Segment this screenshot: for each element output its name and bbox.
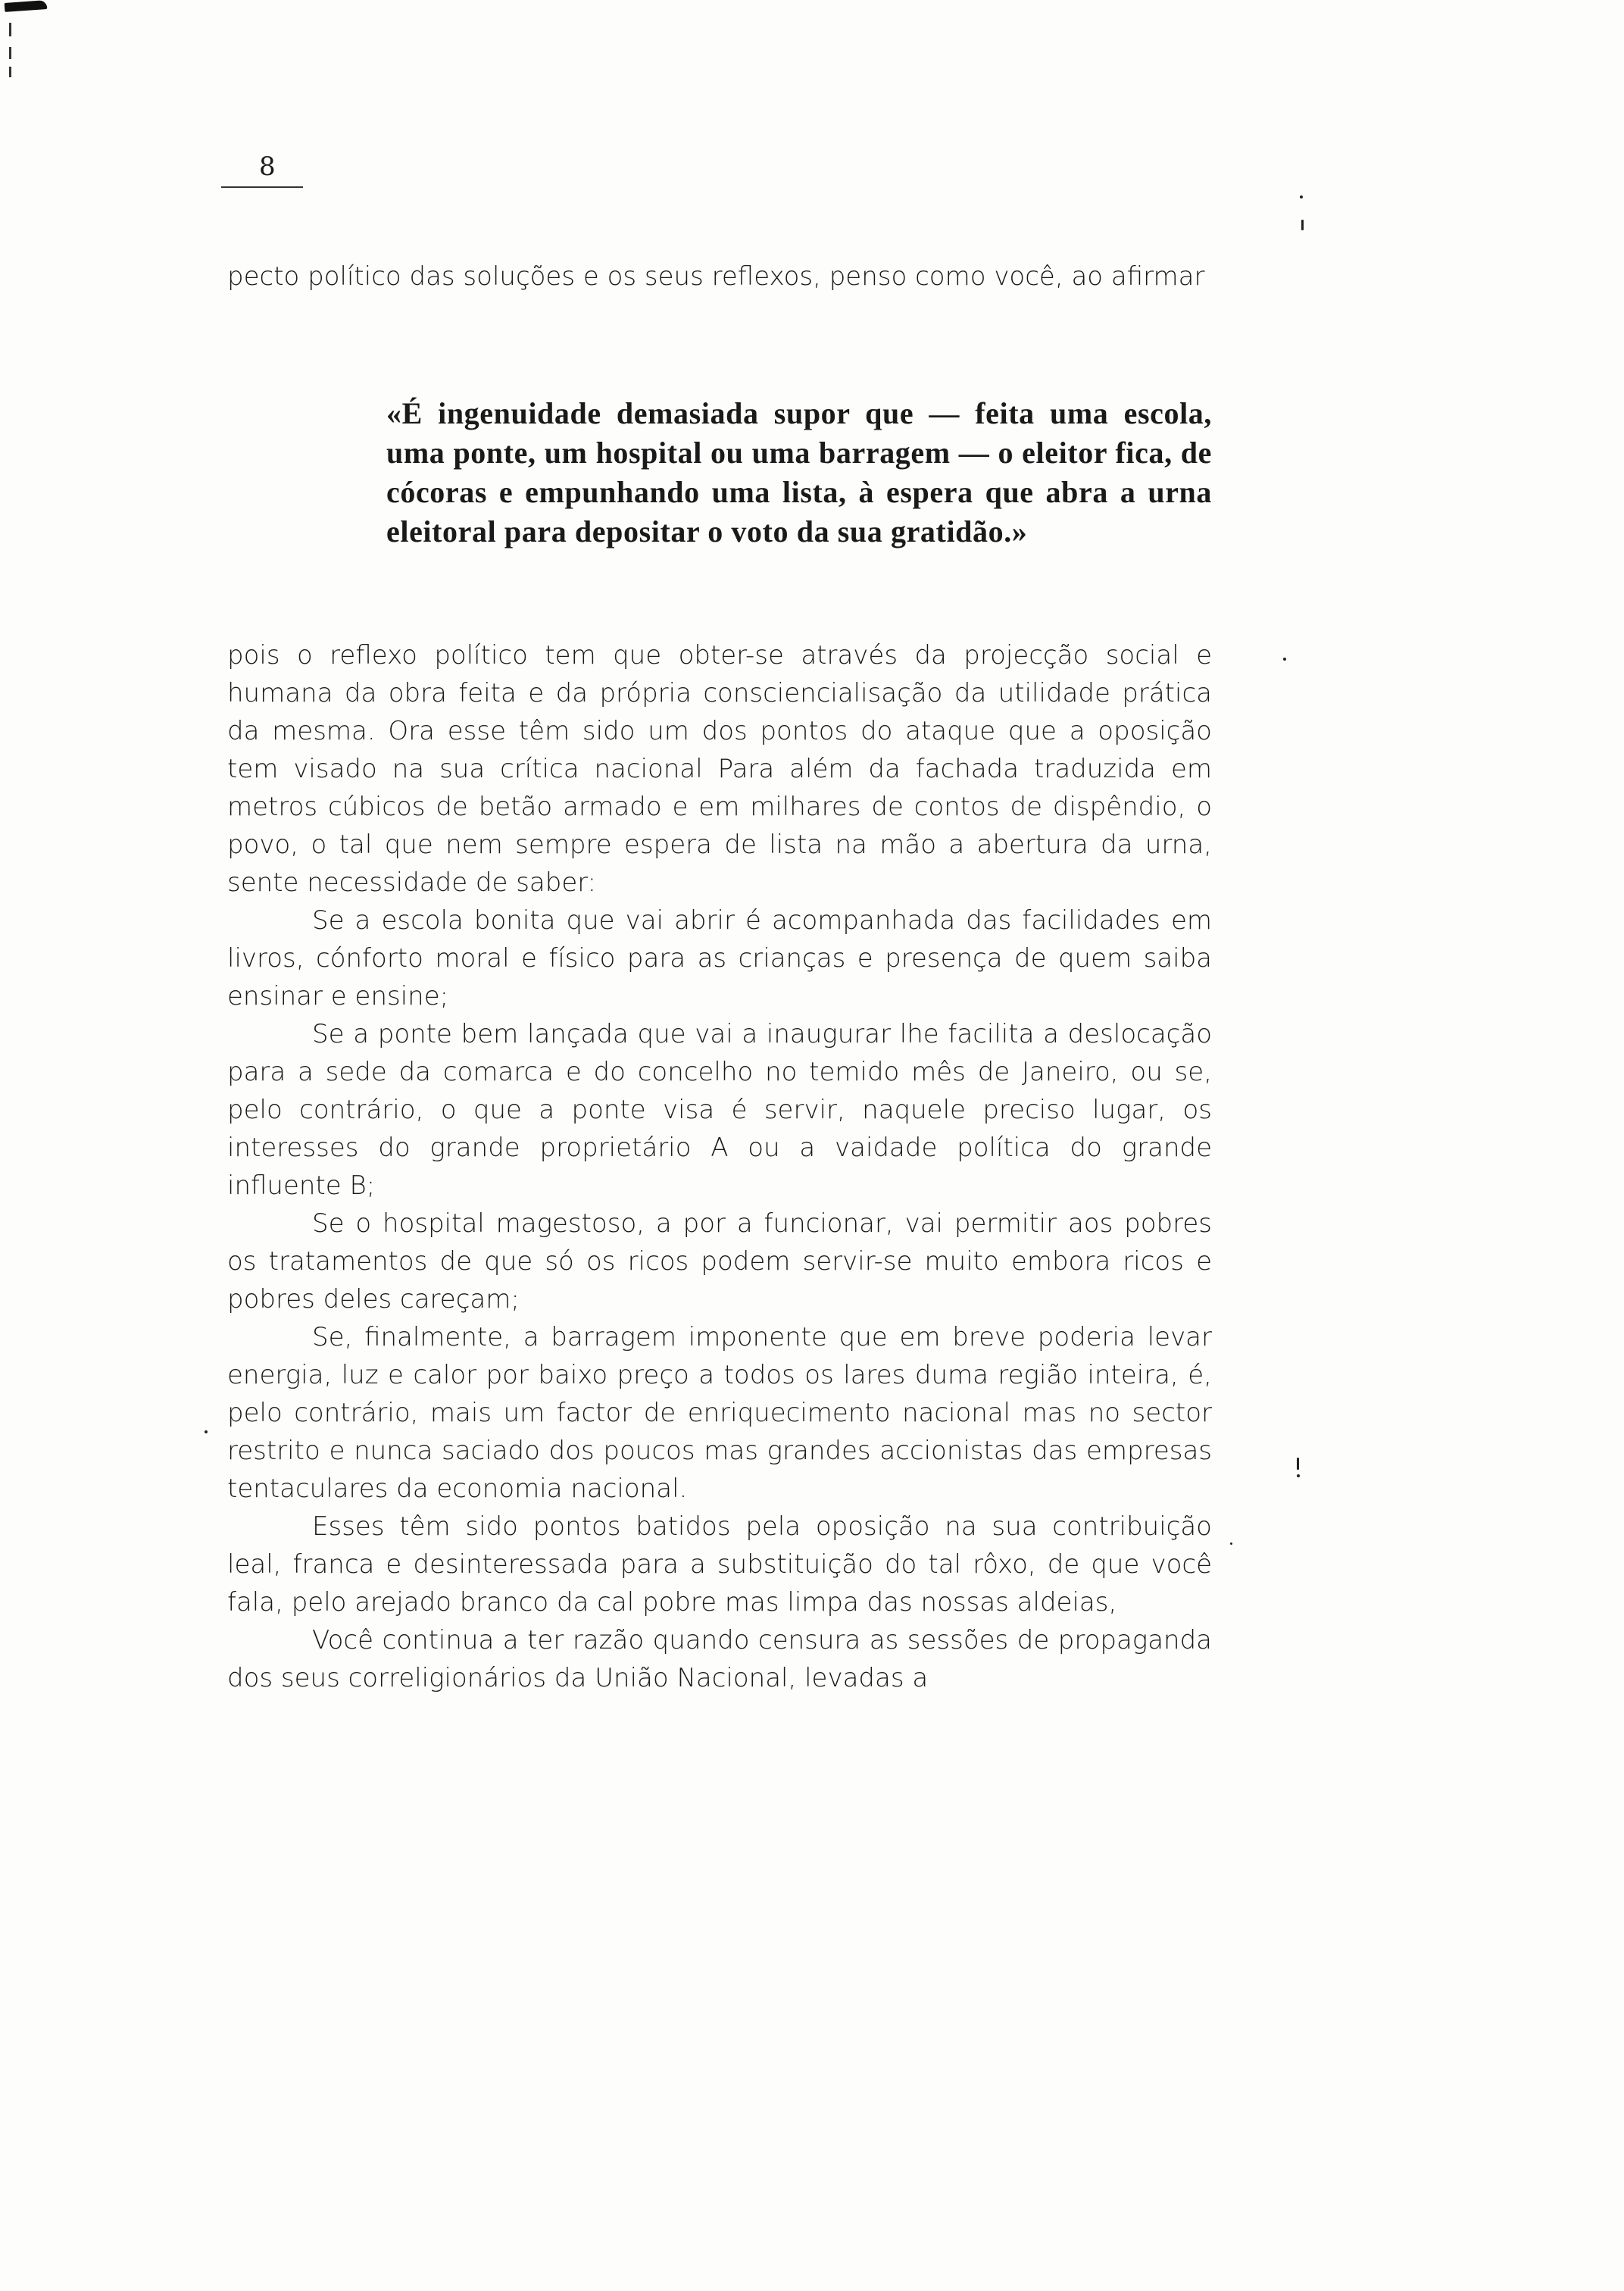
paragraph: Você continua a ter razão quando censura as sessões de propaganda dos seus correligionários da União Nacional, levadas a [227,1625,1212,1693]
paragraph: Se a escola bonita que vai abrir é acompanhada das facilidades em livros, cónforto moral e físico para as crianças e presença de quem saiba ensinar e ensine; [227,905,1212,1011]
scan-speck [1230,1542,1232,1545]
scan-artifact-mark [5,0,48,12]
scan-speck [205,1430,208,1433]
scan-speck [1301,220,1304,230]
scan-speck [1297,1474,1300,1477]
block-quote [386,394,1212,552]
paragraph: pois o reflexo político tem que obter-se através da projecção social e humana da obra feita e da própria consciencialisação da utilidade prática da mesma. Ora esse têm sido um dos pontos do ataque que a oposição tem visado na sua crítica nacional Para além da fachada traduzida em metros cúbicos de betão armado e em milhares de contos de dispêndio, o povo, o tal que nem sempre espera de lista na mão a abertura da urna, sente necessidade de saber: [227,640,1212,898]
lead-paragraph-block [227,258,1212,295]
paragraph: Se, finalmente, a barragem imponente que em breve poderia levar energia, luz e calor por baixo preço a todos os lares duma região inteira, é, pelo contrário, mais um factor de enriquecimento nacional mas no sector restrito e nunca saciado dos poucos mas grandes accionistas das empresas tentaculares da economia nacional. [227,1322,1212,1504]
page-number-rule [221,186,303,188]
scan-speck [1300,195,1303,198]
scan-artifact-tick [9,67,11,77]
scan-artifact-tick [9,23,11,36]
paragraph: Se a ponte bem lançada que vai a inaugurar lhe facilita a deslocação para a sede da comarca e do concelho no temido mês de Janeiro, ou se, pelo contrário, o que a ponte visa é servir, naquele preciso lugar, os interesses do grande proprietário A ou a vaidade política do grande influente B; [227,1019,1212,1201]
quote-text: «É ingenuidade demasiada supor que — feita uma escola, uma ponte, um hospital ou uma barragem — o eleitor fica, de cócoras e empunhando uma lista, à espera que abra a urna eleitoral para depositar o voto da sua gratidão.» [386,396,1212,549]
paragraph: Esses têm sido pontos batidos pela oposição na sua contribuição leal, franca e desinteressada para a substituição do tal rôxo, de que você fala, pelo arejado branco da cal pobre mas limpa das nossas aldeias, [227,1511,1212,1617]
scan-artifact-tick [9,47,11,59]
lead-paragraph: pecto político das soluções e os seus reflexos, penso como você, ao afirmar [227,261,1205,292]
scan-speck [1283,658,1286,661]
paragraph: Se o hospital magestoso, a por a funcionar, vai permitir aos pobres os tratamentos de que só os ricos podem servir-se muito embora ricos e pobres deles careçam; [227,1208,1212,1314]
scan-speck [1297,1458,1299,1470]
page-number: 8 [259,152,276,182]
main-text [227,636,1212,1697]
